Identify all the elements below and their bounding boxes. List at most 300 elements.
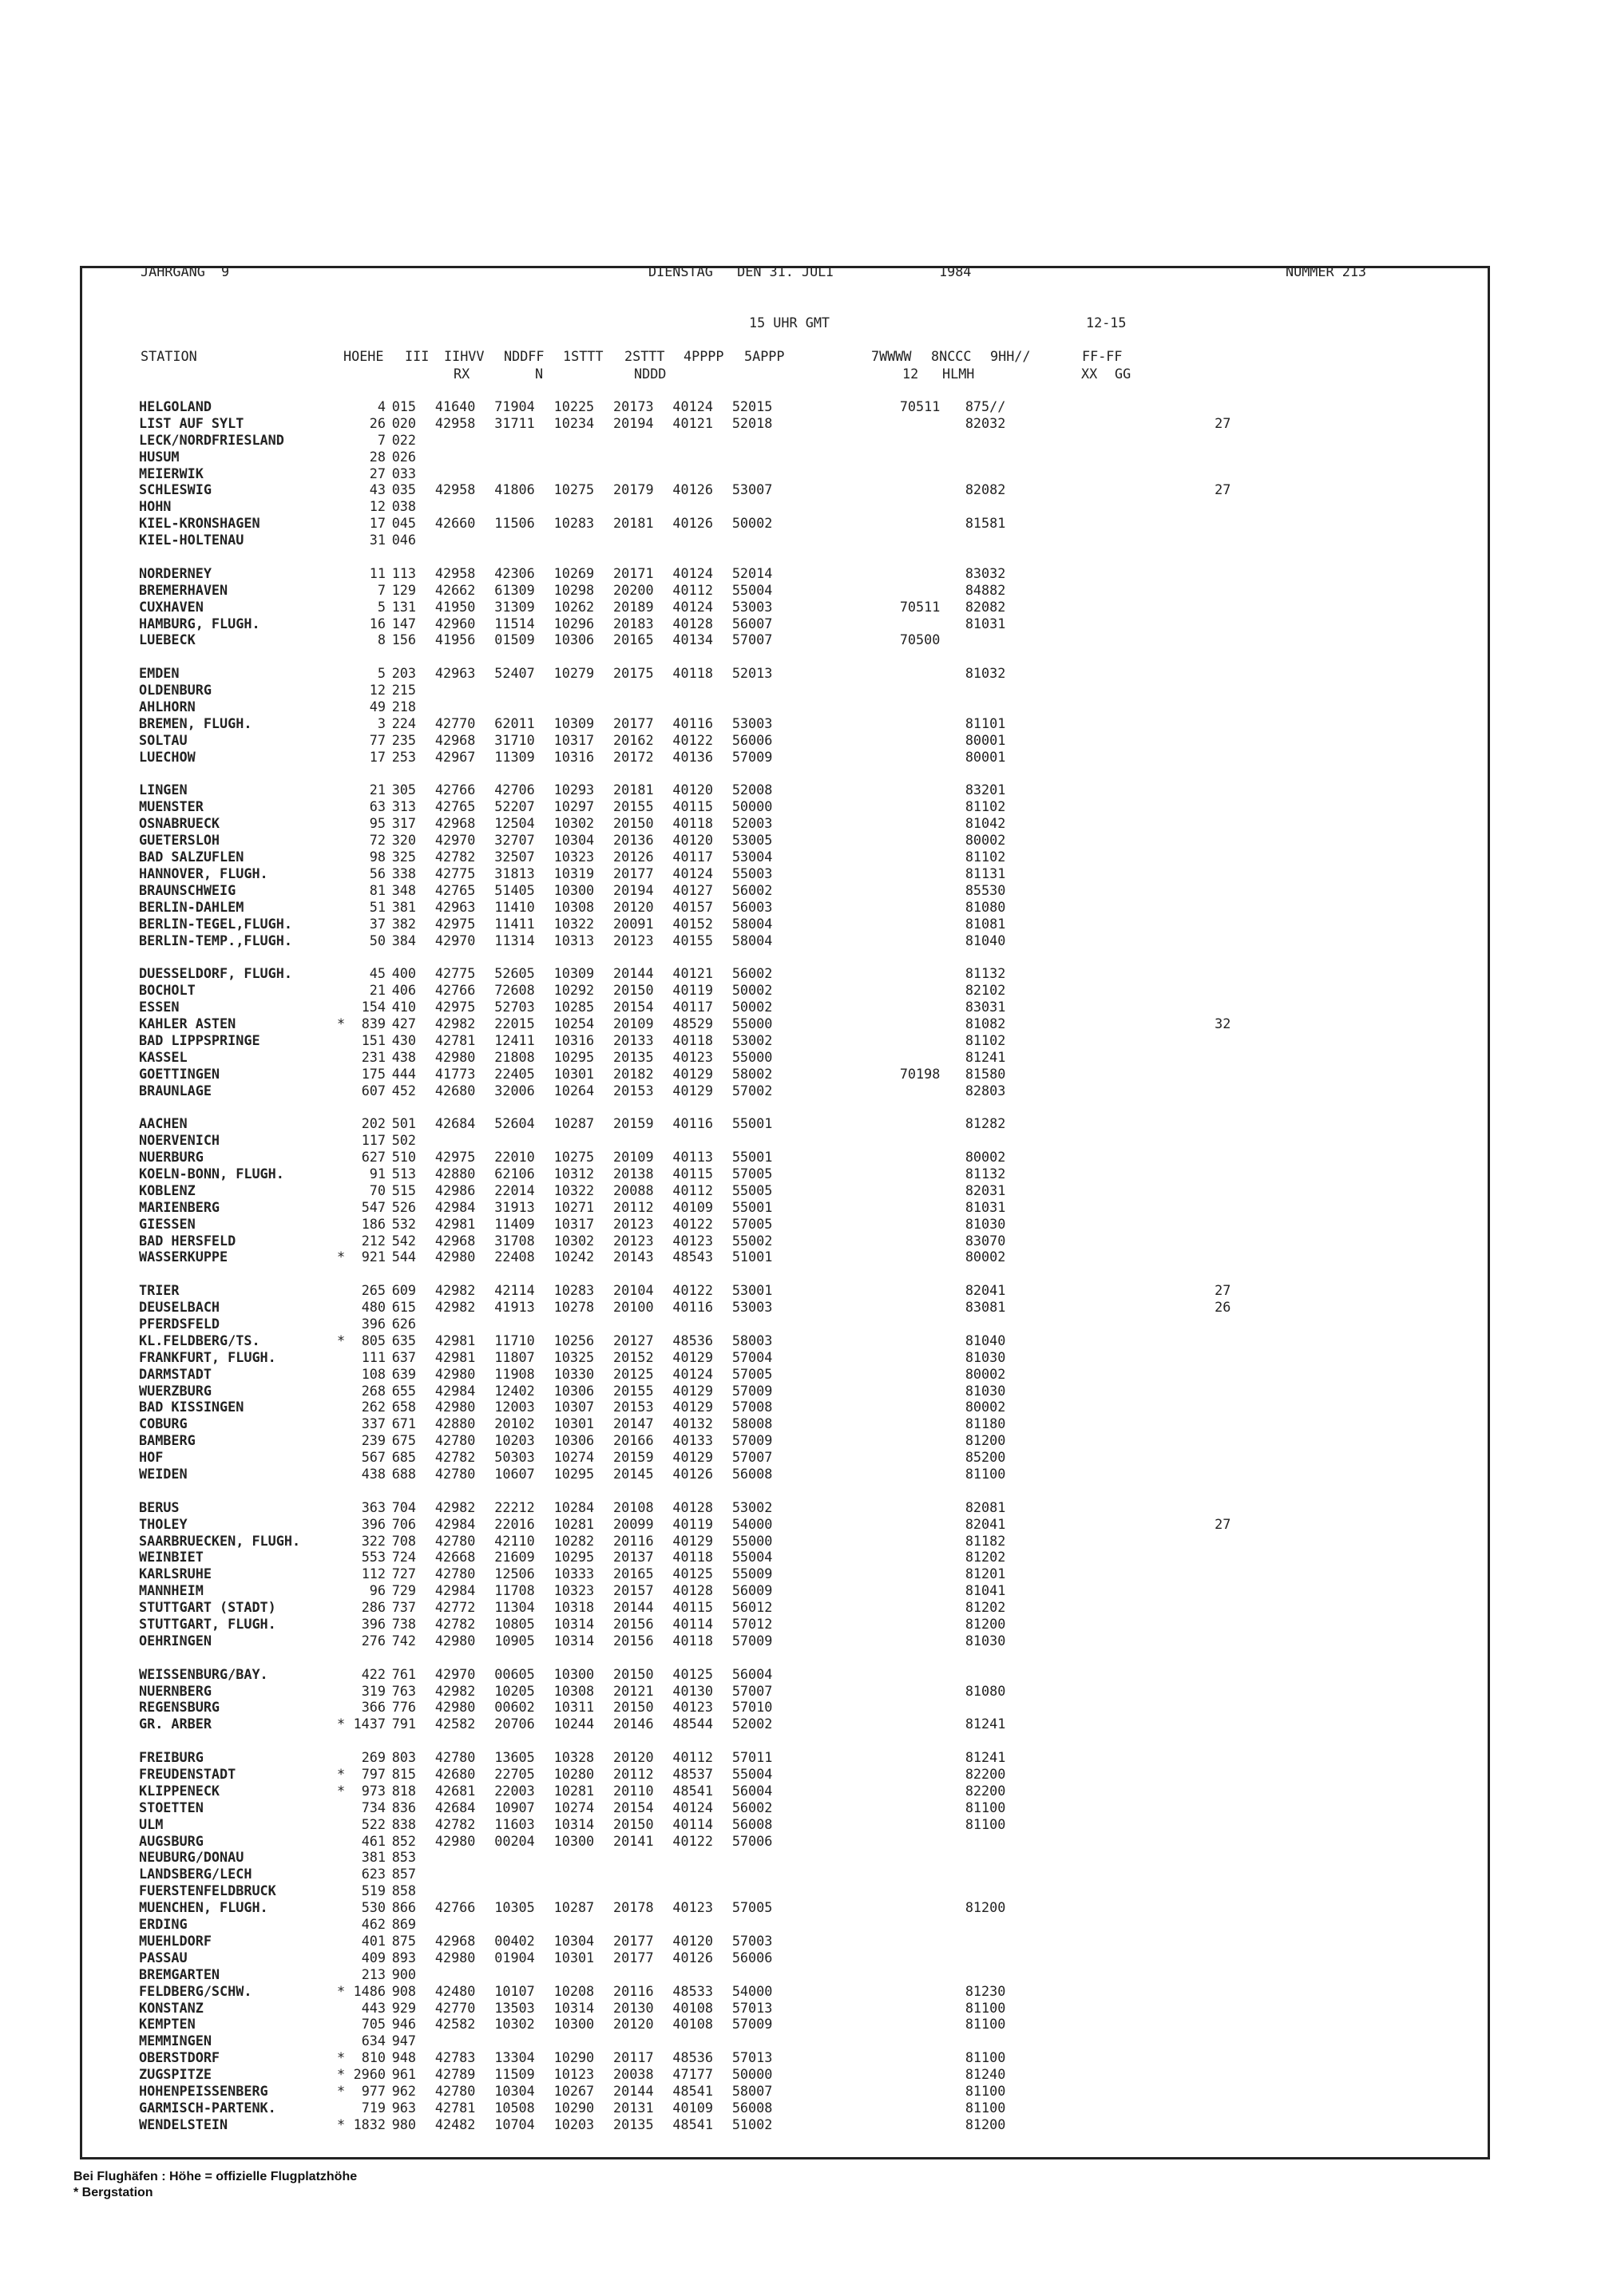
station-index: 452: [391, 1082, 416, 1099]
cloud-value: 81100: [965, 2049, 1006, 2066]
station-index: 815: [391, 1766, 416, 1783]
temp-value: 10300: [553, 2016, 595, 2033]
station-name: DARMSTADT: [139, 1365, 212, 1382]
cloud-value: 81241: [965, 1048, 1006, 1065]
pressure-value: 40134: [672, 631, 713, 648]
tendency-value: 50002: [731, 999, 773, 1015]
iihvv-value: 42780: [434, 1432, 476, 1449]
station-index: 348: [391, 881, 416, 898]
dewpoint-value: 20088: [613, 1182, 654, 1198]
station-row: [139, 1383, 1230, 1399]
cloud-value: 85530: [965, 881, 1006, 898]
pressure-value: 47177: [672, 2066, 713, 2083]
dewpoint-value: 20135: [613, 1048, 654, 1065]
station-index: 381: [391, 898, 416, 915]
cloud-value: 82200: [965, 1766, 1006, 1783]
pressure-value: 40129: [672, 1399, 713, 1415]
station-name: CUXHAVEN: [139, 598, 204, 615]
station-index: 430: [391, 1031, 416, 1048]
station-index: 338: [391, 865, 416, 881]
dewpoint-value: 20173: [613, 398, 654, 414]
station-name: HOF: [139, 1449, 164, 1466]
weather-value: 70198: [899, 1065, 941, 1082]
col-5appp: 5APPP: [744, 348, 785, 364]
hoehe-value: 77: [369, 731, 386, 748]
tendency-value: 57009: [731, 1432, 773, 1449]
nddff-value: 00204: [494, 1832, 535, 1849]
station-row: [139, 1716, 1230, 1732]
iihvv-value: 42880: [434, 1415, 476, 1432]
iihvv-value: 42766: [434, 782, 476, 798]
cloud-value: 81030: [965, 1632, 1006, 1649]
station-row: [139, 1049, 1230, 1066]
cloud-value: 81200: [965, 1432, 1006, 1449]
hoehe-value: 91: [369, 1165, 386, 1182]
station-name: STUTTGART, FLUGH.: [139, 1616, 276, 1633]
iihvv-value: 42967: [434, 748, 476, 765]
pressure-value: 40122: [672, 731, 713, 748]
tendency-value: 57013: [731, 1999, 773, 2016]
tendency-value: 51002: [731, 2116, 773, 2132]
hoehe-value: 51: [369, 898, 386, 915]
cloud-value: 81240: [965, 2066, 1006, 2083]
station-name: HUSUM: [139, 448, 180, 465]
hoehe-value: 81: [369, 881, 386, 898]
hoehe-value: 26: [369, 414, 386, 431]
hoehe-value: 363: [361, 1498, 386, 1515]
tendency-value: 50002: [731, 982, 773, 999]
cloud-value: 81040: [965, 932, 1006, 948]
nddff-value: 52605: [494, 965, 535, 982]
hoehe-value: 1486: [353, 1982, 386, 1999]
station-name: BREMGARTEN: [139, 1965, 220, 1982]
station-index: 438: [391, 1048, 416, 1065]
temp-value: 10290: [553, 2049, 595, 2066]
dewpoint-value: 20150: [613, 1699, 654, 1716]
cloud-value: 81581: [965, 515, 1006, 532]
iihvv-value: 42781: [434, 2099, 476, 2116]
nddff-value: 11710: [494, 1332, 535, 1348]
station-row: [139, 699, 1230, 715]
nddff-value: 00605: [494, 1665, 535, 1682]
station-name: SAARBRUECKEN, FLUGH.: [139, 1532, 301, 1549]
pressure-value: 48543: [672, 1249, 713, 1265]
iihvv-value: 42975: [434, 999, 476, 1015]
station-index: 131: [391, 598, 416, 615]
hoehe-value: 12: [369, 498, 386, 515]
nddff-value: 10205: [494, 1682, 535, 1699]
hoehe-value: 396: [361, 1315, 386, 1332]
nddff-value: 71904: [494, 398, 535, 414]
dewpoint-value: 20123: [613, 1215, 654, 1232]
tendency-value: 56002: [731, 1799, 773, 1815]
temp-value: 10283: [553, 1282, 595, 1299]
group-spacer: [139, 1649, 1230, 1666]
temp-value: 10285: [553, 999, 595, 1015]
nddff-value: 32507: [494, 849, 535, 865]
cloud-value: 81230: [965, 1982, 1006, 1999]
cloud-value: 81030: [965, 1382, 1006, 1399]
dewpoint-value: 20177: [613, 1932, 654, 1949]
nddff-value: 22003: [494, 1782, 535, 1799]
footnote-airport: Bei Flughäfen : Höhe = offizielle Flugplatzhöhe: [73, 2170, 358, 2183]
station-row: [139, 1132, 1230, 1149]
temp-value: 10311: [553, 1699, 595, 1716]
station-index: 742: [391, 1632, 416, 1649]
tendency-value: 52002: [731, 1716, 773, 1732]
cloud-value: 80002: [965, 1365, 1006, 1382]
mountain-marker: *: [336, 1015, 346, 1031]
iihvv-value: 42980: [434, 1048, 476, 1065]
temp-value: 10280: [553, 1766, 595, 1783]
tendency-value: 53001: [731, 1282, 773, 1299]
dewpoint-value: 20116: [613, 1982, 654, 1999]
iihvv-value: 42968: [434, 1932, 476, 1949]
station-name: GIESSEN: [139, 1215, 196, 1232]
station-index: 729: [391, 1582, 416, 1599]
station-index: 803: [391, 1749, 416, 1766]
nddff-value: 13503: [494, 1999, 535, 2016]
hoehe-value: 16: [369, 615, 386, 631]
nddff-value: 11410: [494, 898, 535, 915]
tendency-value: 55002: [731, 1232, 773, 1249]
station-name: BAD KISSINGEN: [139, 1399, 244, 1415]
mountain-marker: *: [336, 1982, 346, 1999]
cloud-value: 81132: [965, 1165, 1006, 1182]
station-index: 708: [391, 1532, 416, 1549]
station-row: [139, 1916, 1230, 1933]
dewpoint-value: 20116: [613, 1532, 654, 1549]
station-name: DUESSELDORF, FLUGH.: [139, 965, 292, 982]
nddff-value: 21808: [494, 1048, 535, 1065]
dewpoint-value: 20146: [613, 1716, 654, 1732]
hoehe-value: 396: [361, 1616, 386, 1633]
temp-value: 10306: [553, 631, 595, 648]
tendency-value: 57010: [731, 1699, 773, 1716]
pressure-value: 40119: [672, 982, 713, 999]
iihvv-value: 42984: [434, 1515, 476, 1532]
pressure-value: 40115: [672, 1599, 713, 1616]
station-name: MEIERWIK: [139, 465, 204, 481]
iihvv-value: 42684: [434, 1115, 476, 1132]
cloud-value: 81241: [965, 1749, 1006, 1766]
tendency-value: 56002: [731, 881, 773, 898]
cloud-value: 81032: [965, 665, 1006, 682]
station-name: BAD HERSFELD: [139, 1232, 236, 1249]
tendency-value: 57007: [731, 1682, 773, 1699]
station-name: BRAUNSCHWEIG: [139, 881, 236, 898]
tendency-value: 53007: [731, 481, 773, 498]
group-spacer: [139, 648, 1230, 665]
station-row: [139, 1933, 1230, 1950]
station-index: 325: [391, 849, 416, 865]
station-index: 761: [391, 1665, 416, 1682]
cloud-value: 82041: [965, 1515, 1006, 1532]
nddff-value: 22015: [494, 1015, 535, 1031]
hoehe-value: 5: [377, 598, 386, 615]
station-index: 035: [391, 481, 416, 498]
dewpoint-value: 20109: [613, 1015, 654, 1031]
station-index: 224: [391, 715, 416, 731]
tendency-value: 52014: [731, 564, 773, 581]
nddff-value: 10607: [494, 1466, 535, 1482]
iihvv-value: 42780: [434, 1566, 476, 1582]
hoehe-value: 268: [361, 1382, 386, 1399]
hoehe-value: 8: [377, 631, 386, 648]
tendency-value: 55000: [731, 1532, 773, 1549]
nddff-value: 10704: [494, 2116, 535, 2132]
station-row: [139, 532, 1230, 548]
pressure-value: 40130: [672, 1682, 713, 1699]
cloud-value: 82200: [965, 1782, 1006, 1799]
hoehe-value: 734: [361, 1799, 386, 1815]
tendency-value: 55001: [731, 1115, 773, 1132]
temp-value: 10296: [553, 615, 595, 631]
tendency-value: 57007: [731, 631, 773, 648]
pressure-value: 40118: [672, 1632, 713, 1649]
dewpoint-value: 20156: [613, 1616, 654, 1633]
dewpoint-value: 20126: [613, 849, 654, 865]
nddff-value: 62106: [494, 1165, 535, 1182]
dewpoint-value: 20165: [613, 1566, 654, 1582]
cloud-value: 83032: [965, 564, 1006, 581]
station-index: 542: [391, 1232, 416, 1249]
pressure-value: 40124: [672, 398, 713, 414]
tendency-value: 52003: [731, 815, 773, 832]
cloud-value: 80002: [965, 1149, 1006, 1166]
col-iihvv: IIHVV: [444, 348, 485, 364]
pressure-value: 40124: [672, 598, 713, 615]
dewpoint-value: 20182: [613, 1065, 654, 1082]
footnote-mountain: * Bergstation: [73, 2186, 153, 2199]
dewpoint-value: 20156: [613, 1632, 654, 1649]
hoehe-value: 381: [361, 1849, 386, 1866]
station-row: [139, 1349, 1230, 1366]
temp-value: 10275: [553, 1149, 595, 1166]
dewpoint-value: 20110: [613, 1782, 654, 1799]
dewpoint-value: 20153: [613, 1399, 654, 1415]
iihvv-value: 42680: [434, 1766, 476, 1783]
station-name: FREIBURG: [139, 1749, 204, 1766]
tendency-value: 57002: [731, 1082, 773, 1099]
station-row: [139, 631, 1230, 648]
tendency-value: 56004: [731, 1782, 773, 1799]
col-hlmh: HLMH: [942, 366, 975, 382]
dewpoint-value: 20155: [613, 798, 654, 815]
iihvv-value: 42880: [434, 1165, 476, 1182]
tendency-value: 52013: [731, 665, 773, 682]
cloud-value: 81101: [965, 715, 1006, 731]
station-row: [139, 715, 1230, 732]
station-index: 384: [391, 932, 416, 948]
weather-value: 70511: [899, 598, 941, 615]
temp-value: 10269: [553, 564, 595, 581]
nddff-value: 22408: [494, 1249, 535, 1265]
station-name: STUTTGART (STADT): [139, 1599, 276, 1616]
iihvv-value: 42781: [434, 1031, 476, 1048]
station-row: [139, 849, 1230, 865]
cloud-value: 80002: [965, 832, 1006, 849]
tendency-value: 52015: [731, 398, 773, 414]
temp-value: 10225: [553, 398, 595, 414]
station-index: 626: [391, 1315, 416, 1332]
tendency-value: 55003: [731, 865, 773, 881]
tendency-value: 57011: [731, 1749, 773, 1766]
iihvv-value: 42766: [434, 1899, 476, 1916]
hoehe-value: 262: [361, 1399, 386, 1415]
dewpoint-value: 20100: [613, 1299, 654, 1316]
hoehe-value: 1832: [353, 2116, 386, 2132]
mountain-marker: *: [336, 2066, 346, 2083]
tendency-value: 56003: [731, 898, 773, 915]
col-9hh: 9HH//: [990, 348, 1031, 364]
temp-value: 10322: [553, 1182, 595, 1198]
temp-value: 10283: [553, 515, 595, 532]
tendency-value: 52008: [731, 782, 773, 798]
hoehe-value: 112: [361, 1566, 386, 1582]
temp-value: 10314: [553, 1999, 595, 2016]
station-row: [139, 782, 1230, 798]
iihvv-value: 42963: [434, 665, 476, 682]
hoehe-value: 98: [369, 849, 386, 865]
iihvv-value: 42958: [434, 481, 476, 498]
hoehe-value: 56: [369, 865, 386, 881]
dewpoint-value: 20175: [613, 665, 654, 682]
station-index: 946: [391, 2016, 416, 2033]
dewpoint-value: 20091: [613, 915, 654, 932]
col-gg: GG: [1115, 366, 1131, 382]
tendency-value: 54000: [731, 1515, 773, 1532]
temp-value: 10322: [553, 915, 595, 932]
dewpoint-value: 20109: [613, 1149, 654, 1166]
tendency-value: 57003: [731, 1932, 773, 1949]
cloud-value: 81580: [965, 1065, 1006, 1082]
nummer-label: NUMMER 213: [1286, 263, 1367, 279]
station-table: [139, 398, 1230, 2133]
station-index: 218: [391, 699, 416, 715]
station-row: [139, 899, 1230, 916]
tendency-value: 53002: [731, 1031, 773, 1048]
nddff-value: 50303: [494, 1449, 535, 1466]
cloud-value: 81031: [965, 1198, 1006, 1215]
station-name: HANNOVER, FLUGH.: [139, 865, 268, 881]
dewpoint-value: 20177: [613, 1949, 654, 1965]
jahrgang-label: JAHRGANG 9: [141, 263, 230, 279]
pressure-value: 40109: [672, 2099, 713, 2116]
station-row: [139, 1616, 1230, 1633]
temp-value: 10302: [553, 1232, 595, 1249]
station-name: KL.FELDBERG/TS.: [139, 1332, 260, 1348]
temp-value: 10242: [553, 1249, 595, 1265]
pressure-value: 40115: [672, 1165, 713, 1182]
pressure-value: 40120: [672, 1932, 713, 1949]
iihvv-value: 42775: [434, 965, 476, 982]
temp-value: 10307: [553, 1399, 595, 1415]
tendency-value: 53003: [731, 1299, 773, 1316]
pressure-value: 40125: [672, 1665, 713, 1682]
tendency-value: 57005: [731, 1365, 773, 1382]
iihvv-value: 42772: [434, 1599, 476, 1616]
station-row: [139, 1699, 1230, 1716]
cloud-value: 83081: [965, 1299, 1006, 1316]
pressure-value: 40109: [672, 1198, 713, 1215]
hoehe-value: 186: [361, 1215, 386, 1232]
tendency-value: 55000: [731, 1048, 773, 1065]
station-index: 526: [391, 1198, 416, 1215]
cloud-value: 875//: [965, 398, 1006, 414]
nddff-value: 21609: [494, 1549, 535, 1566]
nddff-value: 11908: [494, 1365, 535, 1382]
station-name: LUEBECK: [139, 631, 196, 648]
temp-value: 10281: [553, 1782, 595, 1799]
dewpoint-value: 20144: [613, 2082, 654, 2099]
pressure-value: 40117: [672, 849, 713, 865]
temp-value: 10300: [553, 1832, 595, 1849]
group-spacer: [139, 766, 1230, 782]
dewpoint-value: 20166: [613, 1432, 654, 1449]
station-name: NEUBURG/DONAU: [139, 1849, 244, 1866]
station-name: OSNABRUECK: [139, 815, 220, 832]
pressure-value: 40121: [672, 414, 713, 431]
station-name: LIST AUF SYLT: [139, 414, 244, 431]
station-row: [139, 1749, 1230, 1766]
temp-value: 10301: [553, 1415, 595, 1432]
station-index: 046: [391, 532, 416, 548]
station-row: [139, 415, 1230, 432]
pressure-value: 40116: [672, 1115, 713, 1132]
pressure-value: 48529: [672, 1015, 713, 1031]
station-row: [139, 1683, 1230, 1700]
pressure-value: 40112: [672, 581, 713, 598]
station-index: 444: [391, 1065, 416, 1082]
tendency-value: 56012: [731, 1599, 773, 1616]
hoehe-value: 4: [377, 398, 386, 414]
iihvv-value: 42782: [434, 1815, 476, 1832]
cloud-value: 80002: [965, 1249, 1006, 1265]
nddff-value: 31913: [494, 1198, 535, 1215]
iihvv-value: 42789: [434, 2066, 476, 2083]
iihvv-value: 42783: [434, 2049, 476, 2066]
cloud-value: 81241: [965, 1716, 1006, 1732]
station-name: NUERBURG: [139, 1149, 204, 1166]
tendency-value: 56006: [731, 1949, 773, 1965]
station-row: [139, 749, 1230, 766]
iihvv-value: 42662: [434, 581, 476, 598]
cloud-value: 81081: [965, 915, 1006, 932]
nddff-value: 51405: [494, 881, 535, 898]
temp-value: 10317: [553, 1215, 595, 1232]
station-row: [139, 1983, 1230, 2000]
dewpoint-value: 20154: [613, 999, 654, 1015]
dewpoint-value: 20194: [613, 414, 654, 431]
station-name: KIEL-KRONSHAGEN: [139, 515, 260, 532]
tendency-value: 57004: [731, 1348, 773, 1365]
cloud-value: 81100: [965, 2082, 1006, 2099]
iihvv-value: 42981: [434, 1215, 476, 1232]
hoehe-value: 366: [361, 1699, 386, 1716]
iihvv-value: 42780: [434, 1749, 476, 1766]
hoehe-value: 921: [361, 1249, 386, 1265]
station-row: [139, 882, 1230, 899]
temp-value: 10295: [553, 1549, 595, 1566]
col-station: STATION: [141, 348, 197, 364]
tendency-value: 50002: [731, 515, 773, 532]
col-hoehe: HOEHE: [343, 348, 384, 364]
dewpoint-value: 20194: [613, 881, 654, 898]
pressure-value: 40127: [672, 881, 713, 898]
temp-value: 10281: [553, 1515, 595, 1532]
station-name: FELDBERG/SCHW.: [139, 1982, 252, 1999]
